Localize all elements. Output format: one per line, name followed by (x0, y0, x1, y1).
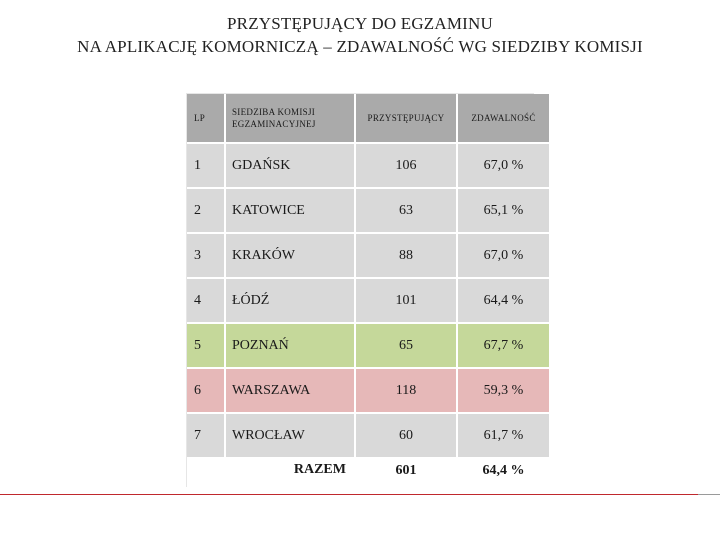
cell-lp: 1 (187, 144, 226, 189)
cell-city: GDAŃSK (226, 144, 356, 189)
cell-city: POZNAŃ (226, 324, 356, 369)
slide-title (0, 12, 720, 58)
footer-rule-end (698, 494, 720, 495)
cell-lp: 3 (187, 234, 226, 279)
cell-city: WROCŁAW (226, 414, 356, 459)
title-line-1: PRZYSTĘPUJĄCY DO EGZAMINU (227, 14, 493, 33)
cell-pass-rate: 64,4 % (458, 279, 551, 324)
header-lp: LP (187, 94, 226, 144)
cell-applicants: 106 (356, 144, 458, 189)
cell-pass-rate: 61,7 % (458, 414, 551, 459)
cell-applicants: 63 (356, 189, 458, 234)
cell-applicants: 60 (356, 414, 458, 459)
table-header-row (187, 94, 551, 144)
total-applicants: 601 (356, 459, 458, 507)
results-table (187, 94, 551, 507)
cell-city: ŁÓDŹ (226, 279, 356, 324)
cell-lp: 7 (187, 414, 226, 459)
header-seat-line-2: EGZAMINACYJNEJ (232, 119, 316, 129)
table-row (187, 234, 551, 279)
cell-pass-rate: 67,7 % (458, 324, 551, 369)
table-row-best (187, 324, 551, 369)
table-row (187, 144, 551, 189)
header-seat (226, 94, 356, 144)
cell-city: KRAKÓW (226, 234, 356, 279)
header-applicants: PRZYSTĘPUJĄCY (356, 94, 458, 144)
cell-applicants: 118 (356, 369, 458, 414)
total-pass-rate: 64,4 % (458, 459, 551, 507)
cell-lp: 5 (187, 324, 226, 369)
cell-applicants: 65 (356, 324, 458, 369)
cell-pass-rate: 67,0 % (458, 234, 551, 279)
cell-city: WARSZAWA (226, 369, 356, 414)
cell-lp: 4 (187, 279, 226, 324)
cell-city: KATOWICE (226, 189, 356, 234)
table-row-worst (187, 369, 551, 414)
cell-pass-rate: 65,1 % (458, 189, 551, 234)
cell-lp: 2 (187, 189, 226, 234)
header-seat-line-1: SIEDZIBA KOMISJI (232, 107, 316, 117)
cell-pass-rate: 67,0 % (458, 144, 551, 189)
cell-pass-rate: 59,3 % (458, 369, 551, 414)
table-total-row (187, 459, 551, 507)
title-line-2: NA APLIKACJĘ KOMORNICZĄ – ZDAWALNOŚĆ WG SIEDZIBY KOMISJI (77, 37, 643, 56)
cell-applicants: 88 (356, 234, 458, 279)
cell-applicants: 101 (356, 279, 458, 324)
cell-lp: 6 (187, 369, 226, 414)
table-row (187, 279, 551, 324)
footer-rule (0, 494, 698, 495)
total-label: RAZEM (187, 459, 356, 507)
table-row (187, 189, 551, 234)
header-pass-rate: ZDAWALNOŚĆ (458, 94, 551, 144)
table-row (187, 414, 551, 459)
